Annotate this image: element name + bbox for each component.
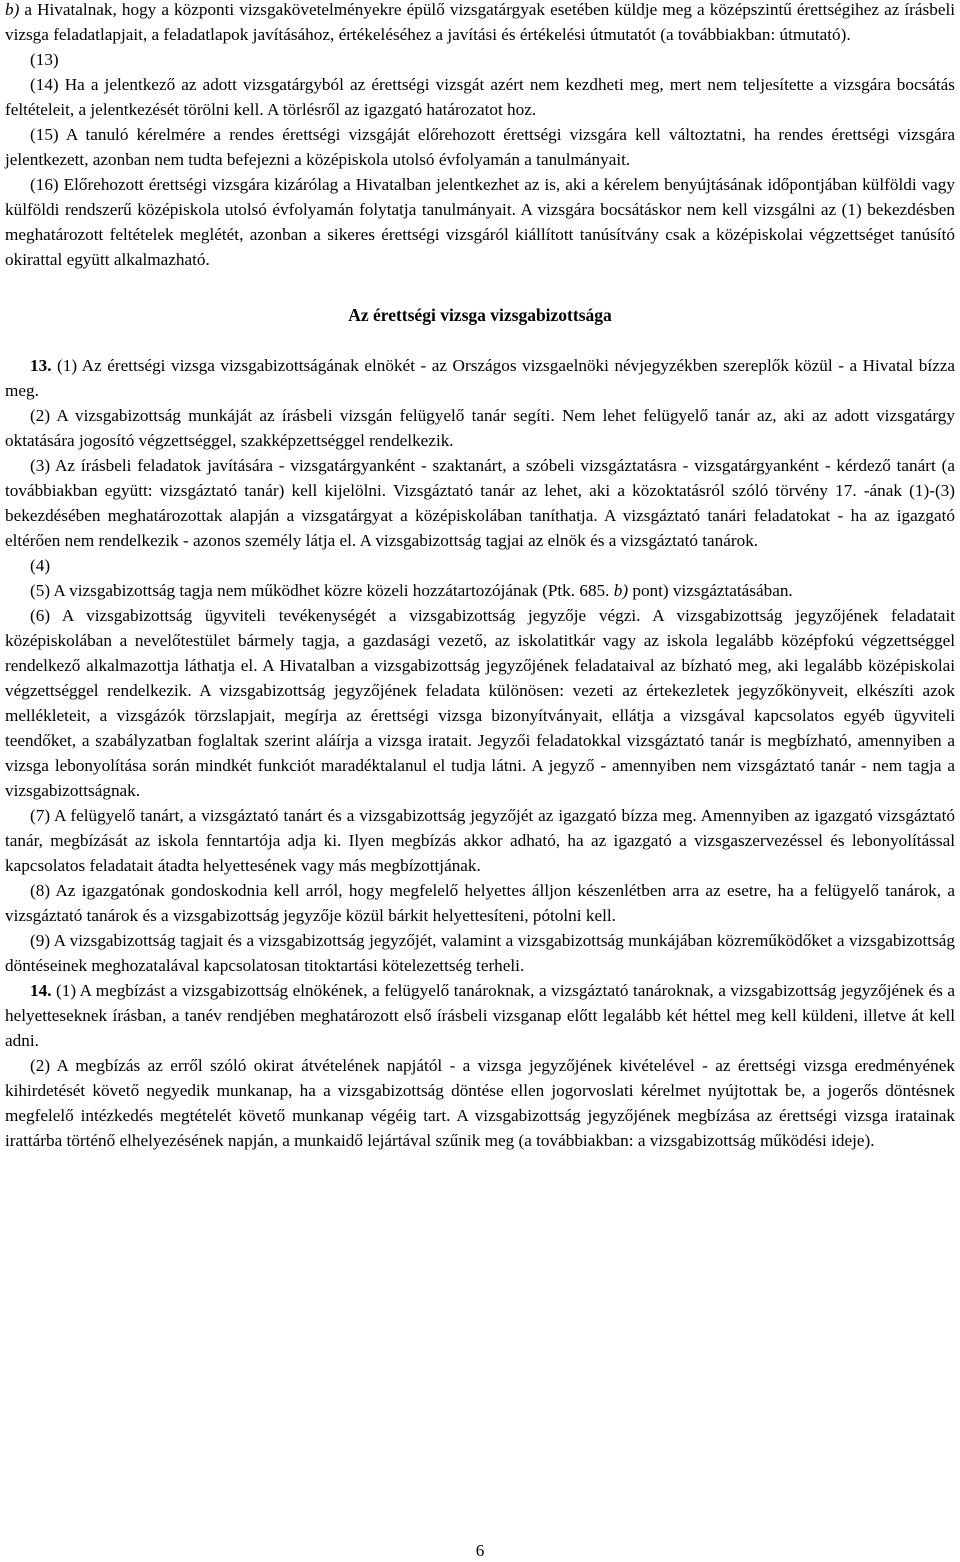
section-number: 14. [30,981,52,1000]
paragraph-13-6: (6) A vizsgabizottság ügyviteli tevékenységét a vizsgabizottság jegyzője végzi. A vizsgabizottság jegyzőjének feladatait középiskolában a nevelőtestület bármely tagja, a gazdasági vezető, az iskolatitkár vagy az iskola legalább középfokú végzettséggel rendelkező alkalmazottja láthatja el. A Hivatalban a vizsgabizottság jegyzőjének feladataival az bízható meg, aki legalább középiskolai végzettséggel rendelkezik. A vizsgabizottság jegyzőjének feladata különösen: vezeti az értekezletek jegyzőkönyveit, elkészíti azok mellékleteit, a vizsgázók törzslapjait, megírja az érettségi vizsga bizonyítványait, ellátja a vizsgával kapcsolatos egyéb ügyviteli teendőket, a szabályzatban foglaltak szerint aláírja a vizsga iratait. Jegyzői feladatokkal vizsgáztató tanár is megbízható, amennyiben a vizsga lebonyolítása során mindkét funkciót maradéktalanul el tudja látni. A jegyző - amennyiben nem vizsgáztató tanár - nem tagja a vizsgabizottságnak. [5,606,955,800]
paragraph-13-2: (2) A vizsgabizottság munkáját az írásbeli vizsgán felügyelő tanár segíti. Nem lehet felügyelő tanár az, aki az adott vizsgatárgy oktatására jogosító végzettséggel, szakképzettséggel rendelkezik. [5,406,955,450]
paragraph-13-3: (3) Az írásbeli feladatok javítására - vizsgatárgyanként - szaktanárt, a szóbeli vizsgáztatásra - vizsgatárgyanként - kérdező tanárt (a továbbiakban együtt: vizsgáztató tanár) kell kijelölni. Vizsgáztató tanár az lehet, aki a közoktatásról szóló törvény 17. -ának (1)-(3) bekezdésében meghatározottak alapján a vizsgatárgyat a középiskolában taníthatja. A vizsgáztató tanári feladatokat - ha az igazgató eltérően nem rendelkezik - azonos személy látja el. A vizsgabizottság tagjai az elnök és a vizsgáztató tanárok. [5,456,955,550]
paragraph-text: (1) Az érettségi vizsga vizsgabizottságának elnökét - az Országos vizsgaelnöki névjegyzékben szereplők közül - a Hivatal bízza meg. [5,356,955,400]
spacer [5,272,955,303]
paragraph-14-1 [5,978,955,1053]
paragraph-13-7: (7) A felügyelő tanárt, a vizsgáztató tanárt és a vizsgabizottság jegyzőjét az igazgató bízza meg. Amennyiben az igazgató vizsgáztató tanár, megbízását az iskola fenntartója adja ki. Ilyen megbízás akkor adható, ha az igazgató a vizsgaszervezéssel és lebonyolítással kapcsolatos feladatait átadta helyettesének vagy más megbízottjának. [5,806,955,875]
paragraph-13: (13) [30,50,59,69]
item-marker: b) [613,581,629,600]
paragraph-b [5,0,955,47]
paragraph-13-9: (9) A vizsgabizottság tagjait és a vizsgabizottság jegyzőjét, valamint a vizsgabizottság munkájában közreműködőket a vizsgabizottság döntéseinek meghozatalával kapcsolatosan titoktartási kötelezettség terheli. [5,931,955,975]
spacer [5,328,955,353]
document-page [5,0,955,1153]
paragraph-15: (15) A tanuló kérelmére a rendes érettségi vizsgáját előrehozott érettségi vizsgára kell változtatni, ha rendes érettségi vizsgára jelentkezett, azonban nem tudta befejezni a középiskola utolsó évfolyamán a tanulmányait. [5,125,955,169]
page-number: 6 [475,1541,485,1560]
paragraph-14: (14) Ha a jelentkező az adott vizsgatárgyból az érettségi vizsgát azért nem kezdheti meg, mert nem teljesítette a vizsgára bocsátás feltételeit, a jelentkezését törölni kell. A törlésről az igazgató határozatot hoz. [5,75,955,119]
item-marker: b) [5,0,20,19]
paragraph-text: a Hivatalnak, hogy a központi vizsgakövetelményekre épülő vizsgatárgyak esetében küldje meg a középszintű érettségihez az írásbeli vizsga feladatlapjait, a feladatlapok javításához, értékeléséhez a javítási és értékelési útmutatót (a továbbiakban: útmutató). [5,0,955,44]
paragraph-text: (5) A vizsgabizottság tagja nem működhet közre közeli hozzátartozójának (Ptk. 685. [30,581,614,600]
paragraph-text: (1) A megbízást a vizsgabizottság elnökének, a felügyelő tanároknak, a vizsgáztató tanároknak, a vizsgabizottság jegyzőjének és a helyetteseknek írásban, a tanév rendjében meghatározott első írásbeli vizsganap előtt legalább két héttel meg kell küldeni, illetve át kell adni. [5,981,955,1050]
paragraph-13-1 [5,353,955,403]
paragraph-13-4: (4) [30,556,51,575]
paragraph-16: (16) Előrehozott érettségi vizsgára kizárólag a Hivatalban jelentkezhet az is, aki a kérelem benyújtásának időpontjában külföldi vagy külföldi rendszerű középiskola utolsó évfolyamán folytatja tanulmányait. A vizsgára bocsátáskor nem kell vizsgálni az (1) bekezdésben meghatározott feltételek meglétét, azonban a sikeres érettségi vizsgáról kiállított tanúsítvány csak a középiskolai végzettséget tanúsító okirattal együtt alkalmazható. [5,175,955,269]
paragraph-13-8: (8) Az igazgatónak gondoskodnia kell arról, hogy megfelelő helyettes álljon készenlétben arra az esetre, ha a felügyelő tanárok, a vizsgáztató tanárok és a vizsgabizottság jegyzője közül bárkit helyettesíteni, pótolni kell. [5,881,955,925]
paragraph-text-tail: pont) vizsgáztatásában. [628,581,793,600]
section-number: 13. [30,356,52,375]
section-heading: Az érettségi vizsga vizsgabizottsága [348,305,612,325]
paragraph-14-2: (2) A megbízás az erről szóló okirat átvételének napjától - a vizsga jegyzőjének kivételével - az érettségi vizsga eredményének kihirdetését követő negyedik munkanap, ha a vizsgabizottság döntése ellen jogorvoslati kérelmet nyújtottak be, a jogerős döntésnek megfelelő intézkedés megtételét követő munkanap végéig tart. A vizsgabizottság jegyzőjének megbízása az érettségi vizsga iratainak irattárba történő elhelyezésének napján, a munkaidő lejártával szűnik meg (a továbbiakban: a vizsgabizottság működési ideje). [5,1056,955,1150]
paragraph-13-5 [5,578,955,603]
